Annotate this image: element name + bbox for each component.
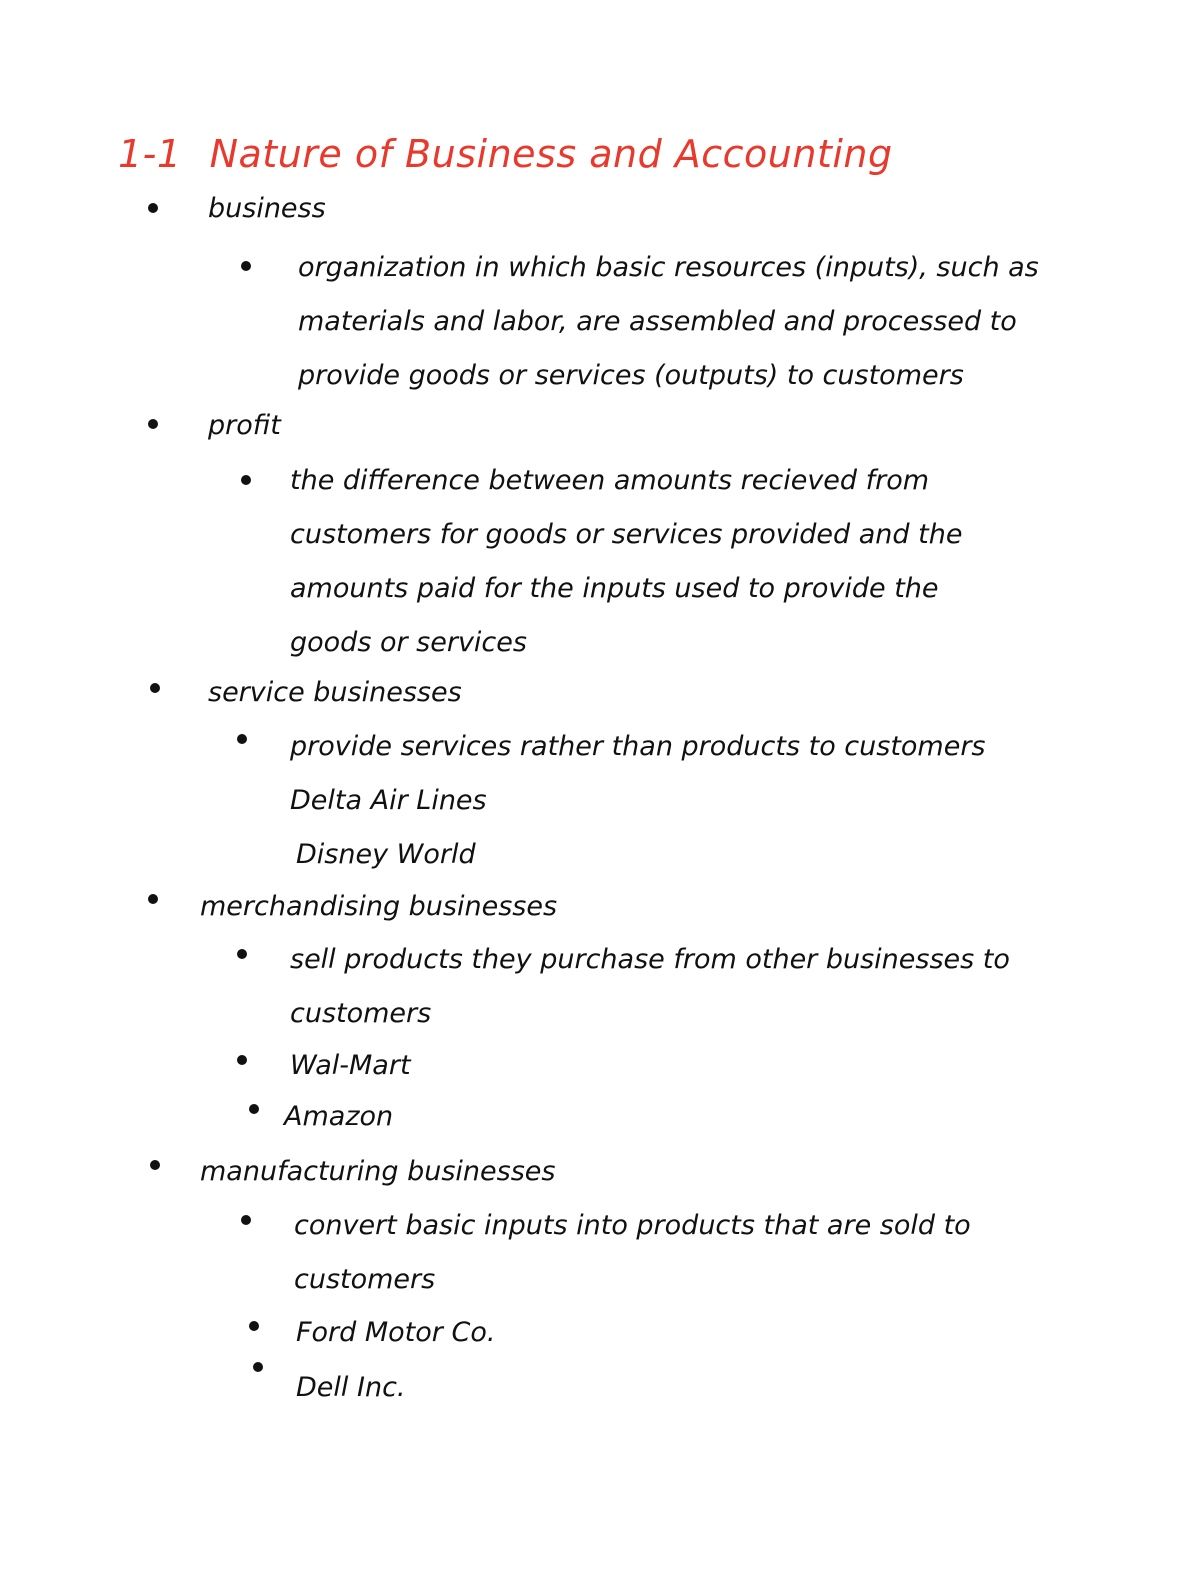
bullet-icon — [241, 475, 251, 485]
bullet-icon — [148, 203, 158, 213]
section-number: 1-1 — [118, 132, 182, 176]
bullet-icon — [249, 1321, 259, 1331]
definition-line: customers — [290, 998, 432, 1029]
definition-line: provide services rather than products to customers — [290, 731, 986, 762]
example-item: Amazon — [284, 1101, 394, 1132]
bullet-icon — [241, 261, 251, 271]
term-merchandising-businesses: merchandising businesses — [200, 891, 558, 922]
example-item: Dell Inc. — [296, 1372, 406, 1403]
example-item: Ford Motor Co. — [296, 1317, 496, 1348]
definition-line: goods or services — [290, 627, 527, 658]
bullet-icon — [148, 894, 158, 904]
bullet-icon — [241, 1215, 251, 1225]
bullet-icon — [148, 419, 158, 429]
definition-line: provide goods or services (outputs) to customers — [298, 360, 964, 391]
bullet-icon — [237, 949, 247, 959]
definition-line: customers for goods or services provided and the — [290, 519, 963, 550]
definition-line: amounts paid for the inputs used to provide the — [290, 573, 939, 604]
term-service-businesses: service businesses — [208, 677, 462, 708]
term-business: business — [208, 193, 326, 224]
bullet-icon — [237, 734, 247, 744]
term-profit: profit — [208, 410, 281, 441]
example-item: Disney World — [296, 839, 476, 870]
page-title — [118, 132, 893, 176]
definition-line: the difference between amounts recieved from — [290, 465, 930, 496]
definition-line: customers — [294, 1264, 436, 1295]
definition-line: materials and labor, are assembled and processed to — [298, 306, 1017, 337]
bullet-icon — [150, 1160, 160, 1170]
definition-line: sell products they purchase from other businesses to — [290, 944, 1010, 975]
example-item: Wal-Mart — [290, 1050, 411, 1081]
bullet-icon — [253, 1362, 263, 1372]
example-item: Delta Air Lines — [290, 785, 487, 816]
bullet-icon — [249, 1104, 259, 1114]
bullet-icon — [150, 683, 160, 693]
term-manufacturing-businesses: manufacturing businesses — [200, 1156, 556, 1187]
definition-line: convert basic inputs into products that are sold to — [294, 1210, 971, 1241]
definition-line: organization in which basic resources (inputs), such as — [298, 252, 1039, 283]
section-title: Nature of Business and Accounting — [209, 132, 893, 176]
bullet-icon — [237, 1055, 247, 1065]
